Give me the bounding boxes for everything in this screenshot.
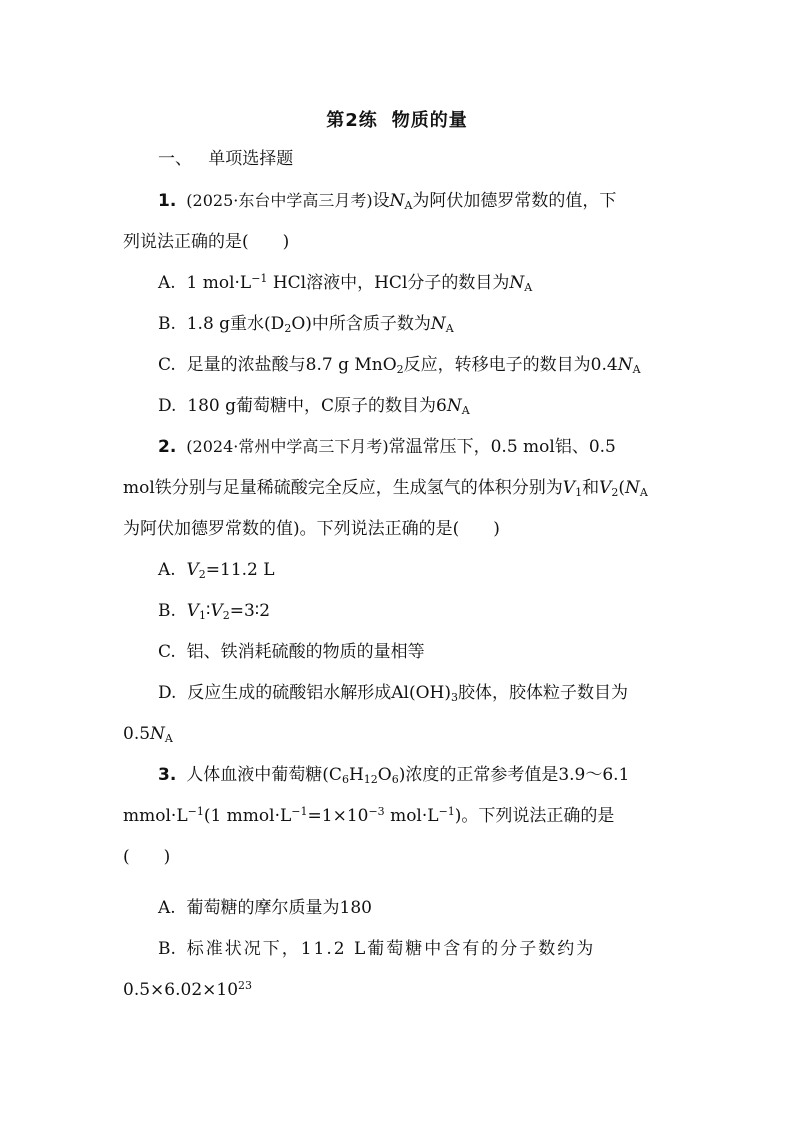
- option-a[interactable]: A. 葡萄糖的摩尔质量为180: [158, 898, 372, 918]
- question-source: (2025·东台中学高三月考): [186, 191, 373, 210]
- option-b[interactable]: B. 标准状况下，11.2 L葡萄糖中含有的分子数约为: [158, 939, 596, 959]
- lesson-number: 第2练: [326, 110, 378, 131]
- option-d[interactable]: D. 反应生成的硫酸铝水解形成$Al(OH)_3$胶体，胶体粒子数目为: [158, 683, 628, 704]
- question-2-stem: 2. (2024·常州中学高三下月考)常温常压下，0.5 mol铝、0.5: [158, 437, 616, 457]
- option-b[interactable]: B. $V_1∶V_2=3∶2$: [158, 601, 271, 622]
- lesson-topic: 物质的量: [391, 110, 468, 131]
- option-d-cont: $0.5N_A$: [123, 724, 173, 745]
- option-c[interactable]: C. 铝、铁消耗硫酸的物质的量相等: [158, 642, 425, 662]
- option-d[interactable]: D. 180 g葡萄糖中，C原子的数目为$6N_A$: [158, 396, 470, 417]
- option-a[interactable]: A. 1 $mol\cdot L^{-1}$ HCl溶液中，HCl分子的数目为$N_A$: [158, 272, 533, 294]
- option-a[interactable]: A. $V_2=11.2$ L: [158, 560, 275, 581]
- question-3-stem-cont: $mmol\cdot L^{-1}(1$ $mmol\cdot L^{-1}=1\times 10^{-3}$ $mol\cdot L^{-1}$)。下列说法正确的是: [123, 805, 615, 826]
- question-3-stem: 3. 人体血液中葡萄糖$(C_6H_{12}O_6)$浓度的正常参考值是3.9～6.1: [158, 765, 630, 786]
- option-b-cont: $0.5\times 6.02\times 10^{23}$: [123, 979, 253, 1000]
- question-2-stem-cont: mol铁分别与足量稀硫酸完全反应，生成氢气的体积分别为$V_1$和$V_2(N_A$: [123, 478, 648, 499]
- question-3-stem-cont2: ( ): [123, 847, 171, 867]
- question-2-stem-cont2: 为阿伏加德罗常数的值)。下列说法正确的是( ): [123, 519, 500, 539]
- option-b[interactable]: B. 1.8 g重水$(D_2O)$中所含质子数为$N_A$: [158, 314, 454, 335]
- question-1-stem: 1. (2025·东台中学高三月考)设$N_A$为阿伏加德罗常数的值，下: [158, 191, 617, 212]
- question-number: 2.: [158, 437, 177, 457]
- question-number: 1.: [158, 191, 177, 211]
- page-title: [0, 106, 794, 132]
- question-number: 3.: [158, 765, 177, 785]
- option-c[interactable]: C. 足量的浓盐酸与8.7 g MnO$_2$反应，转移电子的数目为$0.4N_A$: [158, 355, 641, 376]
- question-1-stem-cont: 列说法正确的是( ): [123, 232, 290, 252]
- question-source: (2024·常州中学高三下月考): [186, 437, 389, 456]
- section-heading: 一、 单项选择题: [158, 149, 294, 169]
